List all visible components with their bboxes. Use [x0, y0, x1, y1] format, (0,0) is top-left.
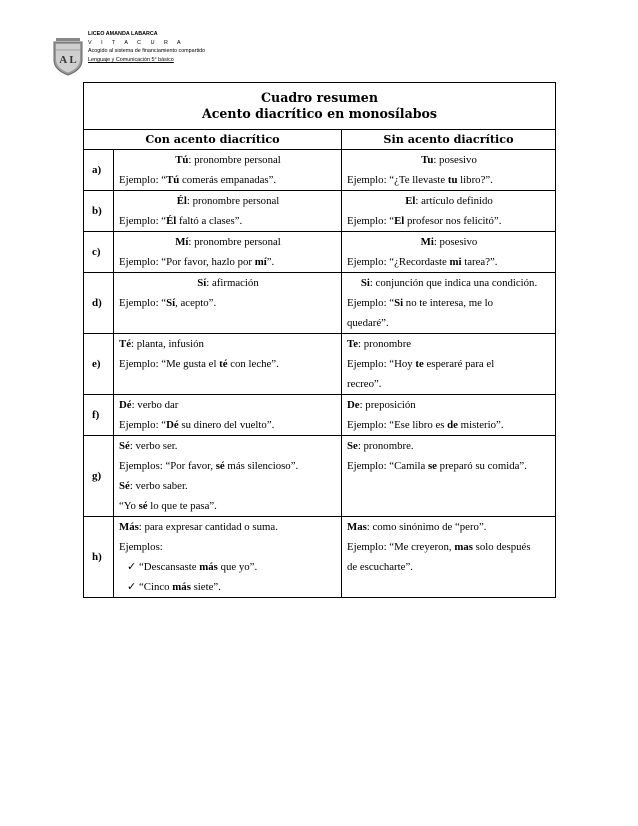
row-label: g): [84, 436, 114, 517]
without-accent-cell: Mas: como sinónimo de “pero”. Ejemplo: “Me creyeron, mas solo después de escucharte”.: [342, 517, 556, 598]
checkmark-icon: ✓: [127, 561, 137, 573]
table-row: [84, 334, 556, 395]
row-label: e): [84, 334, 114, 395]
column-header-without-accent: Sin acento diacrítico: [342, 130, 556, 150]
with-accent-cell: Tú: pronombre personal Ejemplo: “Tú comerás empanadas”.: [114, 150, 342, 191]
examples-list: [119, 557, 337, 597]
table-title: Cuadro resumen: [261, 90, 378, 105]
table-row: [84, 395, 556, 436]
without-accent-cell: De: preposición Ejemplo: “Ese libro es de misterio”.: [342, 395, 556, 436]
subject-line: Lenguaje y Comunicación 5° básico: [88, 56, 174, 63]
table-row: [84, 273, 556, 334]
school-name: LICEO AMANDA LABARCA: [88, 31, 158, 37]
table-row: [84, 436, 556, 517]
school-logo-icon: [52, 36, 84, 76]
list-item: ✓ “Cinco más siete”.: [119, 577, 337, 597]
logo-lettering: A L: [59, 54, 77, 66]
table-subtitle: Acento diacrítico en monosílabos: [201, 106, 438, 121]
with-accent-cell: Sé: verbo ser. Ejemplos: “Por favor, sé más silencioso”. Sé: verbo saber. “Yo sé lo que te pasa”.: [114, 436, 342, 517]
with-accent-cell: Mí: pronombre personal Ejemplo: “Por favor, hazlo por mí”.: [114, 232, 342, 273]
with-accent-cell: Sí: afirmación Ejemplo: “Sí, acepto”.: [114, 273, 342, 334]
without-accent-cell: Se: pronombre. Ejemplo: “Camila se preparó su comida”.: [342, 436, 556, 517]
list-item: ✓ “Descansaste más que yo”.: [119, 557, 337, 577]
table-row: [84, 517, 556, 598]
with-accent-cell: Más: para expresar cantidad o suma. Ejemplos: ✓ “Descansaste más que yo”. ✓ “Cinco más siete”.: [114, 517, 342, 598]
table-row: [84, 150, 556, 191]
table-title-cell: [84, 83, 556, 130]
row-label: h): [84, 517, 114, 598]
without-accent-cell: Si: conjunción que indica una condición. Ejemplo: “Si no te interesa, me lo quedaré”.: [342, 273, 556, 334]
summary-table: [83, 82, 556, 598]
school-city: V I T A C U R A: [88, 39, 185, 46]
row-label: b): [84, 191, 114, 232]
column-header-with-accent: Con acento diacrítico: [84, 130, 342, 150]
checkmark-icon: ✓: [127, 581, 137, 593]
with-accent-cell: Té: planta, infusión Ejemplo: “Me gusta el té con leche”.: [114, 334, 342, 395]
school-header: [52, 30, 252, 78]
with-accent-cell: Dé: verbo dar Ejemplo: “Dé su dinero del vuelto”.: [114, 395, 342, 436]
without-accent-cell: Te: pronombre Ejemplo: “Hoy te esperaré para el recreo”.: [342, 334, 556, 395]
row-label: d): [84, 273, 114, 334]
without-accent-cell: El: artículo definido Ejemplo: “El profesor nos felicitó”.: [342, 191, 556, 232]
with-accent-cell: Él: pronombre personal Ejemplo: “Él faltó a clases”.: [114, 191, 342, 232]
row-label: a): [84, 150, 114, 191]
table-row: [84, 191, 556, 232]
row-label: c): [84, 232, 114, 273]
without-accent-cell: Mi: posesivo Ejemplo: “¿Recordaste mi tarea?”.: [342, 232, 556, 273]
school-system: Acogido al sistema de financiamiento compartido: [88, 48, 206, 55]
without-accent-cell: Tu: posesivo Ejemplo: “¿Te llevaste tu libro?”.: [342, 150, 556, 191]
table-row: [84, 232, 556, 273]
row-label: f): [84, 395, 114, 436]
